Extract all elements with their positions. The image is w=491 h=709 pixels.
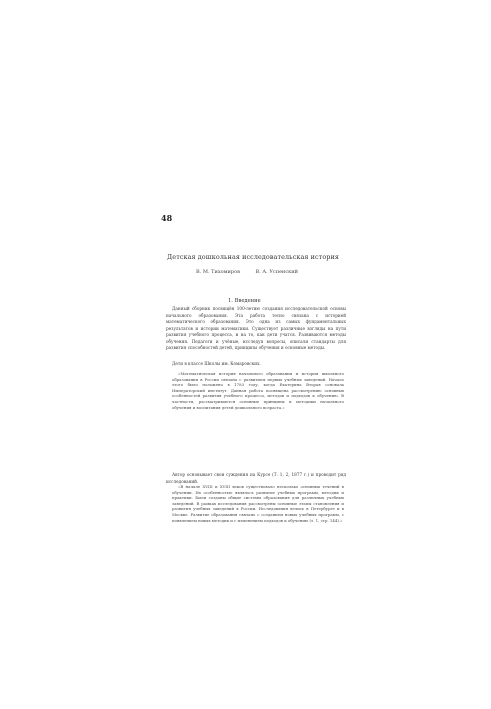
article-title: Детская дошкольная исследовательская история xyxy=(167,253,339,261)
paragraph-reference: Автор основывает свои суждения на Курсе (Т. 1, 2, 1877 г.) и проводит ряд исследований. xyxy=(166,472,346,484)
paragraph-quote-1: «Математическая история начального образования и история школьного образования в России связана с развитием первых учебных заведений. Начало этого было положено в 1783 году, когда Екатерина Вторая основала Императорский институт. Данная работа посвящена рассмотрению основных особенностей развития учебного процесса, методов и подходов к обучению. В частности, рассматриваются основные принципы и методики начального обучения и воспитания детей дошкольного возраста.» xyxy=(172,371,344,410)
paragraph-quote-2: «В начале XVIII и XVIII веков существовало несколько основных течений в обучении. Их особенностью являлось развитие учебных программ, методик и практики. Были созданы общие системы образования для различных учебных заведений. В рамках исследования рассмотрены основные этапы становления и развития учебных заведений в России. Исследования велись в Петербурге и в Москве. Развитие образования связано с созданием новых учебных программ, с появлением новых методик и с изменением подходов к обучению (т. 1, стр. 144).» xyxy=(172,484,344,523)
page-number: 48 xyxy=(161,213,173,223)
section-heading: 1. Введение xyxy=(228,298,261,304)
author-line xyxy=(196,269,346,275)
author-2: В. А. Успенский xyxy=(255,269,298,275)
paragraph-intro: Данный сборник посвящён 100-летию создания исследовательской основы начального образования. Эта работа тесно связана с историей математического образования. Это одна из самых фундаментальных результатов и истории математики. Существует различные взгляды на пути развития учебного процесса, и на то, как дети учатся. Развиваются методы обучения. Педагоги и учёные, исследуя вопросы, описали стандарты для развития способностей детей, принципы обучения и основные методы. xyxy=(166,306,346,350)
paragraph-caption: Дети в классе Школы им. Комаровских. xyxy=(172,361,261,366)
author-1: В. М. Тихомиров xyxy=(196,269,240,275)
